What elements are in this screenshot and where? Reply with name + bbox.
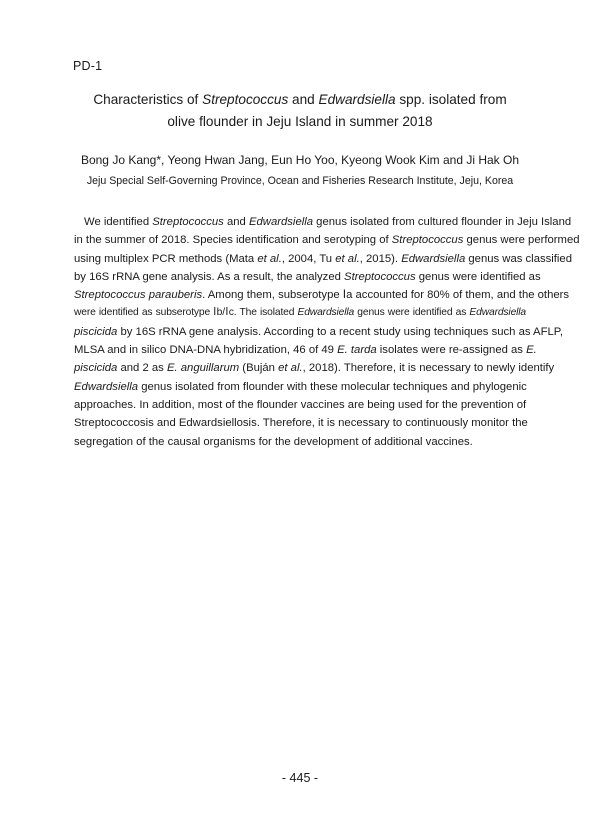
section-label: PD-1 (73, 59, 103, 73)
text-run: genus were identified as (354, 307, 470, 319)
authors: Bong Jo Kang*, Yeong Hwan Jang, Eun Ho Yoo, Kyeong Wook Kim and Ji Hak Oh (80, 153, 520, 167)
abstract-line (74, 304, 526, 322)
abstract-line: segregation of the causal organisms for the development of additional vaccines. (74, 435, 473, 448)
abstract-line (74, 341, 537, 359)
italic-run: E. tarda (337, 344, 377, 357)
abstract-line (74, 231, 580, 249)
italic-run: et al. (257, 252, 282, 265)
text-run: MLSA and in silico DNA-DNA hybridization, 46 of 49 (74, 344, 338, 357)
italic-run: Edwardsiella (248, 216, 314, 228)
italic-run: E. anguillarum (166, 362, 240, 375)
text-run: by 16S rRNA gene analysis. According to a recent study using techniques such as AFLP, (117, 325, 563, 338)
abstract-line (74, 268, 541, 286)
italic-run: et al. (335, 252, 360, 265)
text-run: and (223, 216, 249, 228)
abstract-line (74, 213, 572, 231)
text-run: , 2015). (359, 252, 402, 265)
abstract-line (74, 359, 555, 377)
text-run: by 16S rRNA gene analysis. As a result, the analyzed (74, 270, 345, 283)
abstract-line (74, 250, 572, 268)
text-run: (Buján (239, 362, 279, 375)
abstract-line (74, 286, 570, 304)
italic-run: Edwardsiella (297, 307, 355, 319)
text-run: genus were performed (463, 234, 580, 247)
abstract-body (74, 213, 580, 451)
italic-run: Streptococcus parauberis (74, 289, 203, 302)
text-run: . Among them, subserotype Ⅰa accounted for 80% of them, and the others (202, 289, 570, 302)
text-run: genus isolated from flounder with these molecular techniques and phylogenic (138, 380, 527, 393)
italic-run: Edwardsiella (401, 252, 466, 265)
abstract-line (74, 378, 526, 396)
italic-run: et al. (278, 362, 303, 375)
italic-run: Streptococcus (344, 270, 416, 283)
text-run: using multiplex PCR methods (Mata (74, 252, 258, 265)
italic-run: piscicida (74, 325, 118, 338)
affiliation: Jeju Special Self-Governing Province, Ocean and Fisheries Research Institute, Jeju, Korea (86, 175, 514, 187)
italic-run: Edwardsiella (74, 380, 139, 393)
text-run: and 2 as (117, 362, 167, 375)
italic-run: piscicida (74, 362, 118, 375)
abstract-line (74, 323, 563, 341)
text-run: in the summer of 2018. Species identification and serotyping of (74, 234, 392, 247)
text-run: , 2004, Tu (281, 252, 336, 265)
italic-run: Streptococcus (391, 234, 464, 247)
text-run: were identified as subserotype Ⅰb/Ⅰc. The isolated (74, 307, 298, 319)
title-text: spp. isolated from (395, 92, 507, 107)
paper-title (60, 89, 540, 133)
text-run: genus isolated from cultured flounder in Jeju Island (313, 216, 572, 228)
text-run: isolates were re-assigned as (376, 344, 527, 357)
title-line-1 (60, 89, 540, 111)
title-text: Characteristics of (93, 92, 203, 107)
page-number: - 445 - (281, 771, 319, 785)
text-run: We identified (84, 216, 153, 228)
italic-run: E. (526, 344, 537, 357)
text-run: , 2018). Therefore, it is necessary to newly identify (302, 362, 555, 375)
italic-run: Streptococcus (152, 216, 224, 228)
text-run: genus was classified (465, 252, 572, 265)
title-genus: Edwardsiella (318, 92, 396, 107)
title-line-2: olive flounder in Jeju Island in summer 2018 (167, 114, 433, 129)
abstract-line: approaches. In addition, most of the flounder vaccines are being used for the prevention of (74, 398, 527, 411)
abstract-line: Streptococcosis and Edwardsiellosis. Therefore, it is necessary to continuously monitor the (74, 417, 528, 430)
title-text: and (288, 92, 319, 107)
title-genus: Streptococcus (202, 92, 289, 107)
text-run: genus were identified as (415, 270, 541, 283)
italic-run: Edwardsiella (469, 307, 526, 319)
